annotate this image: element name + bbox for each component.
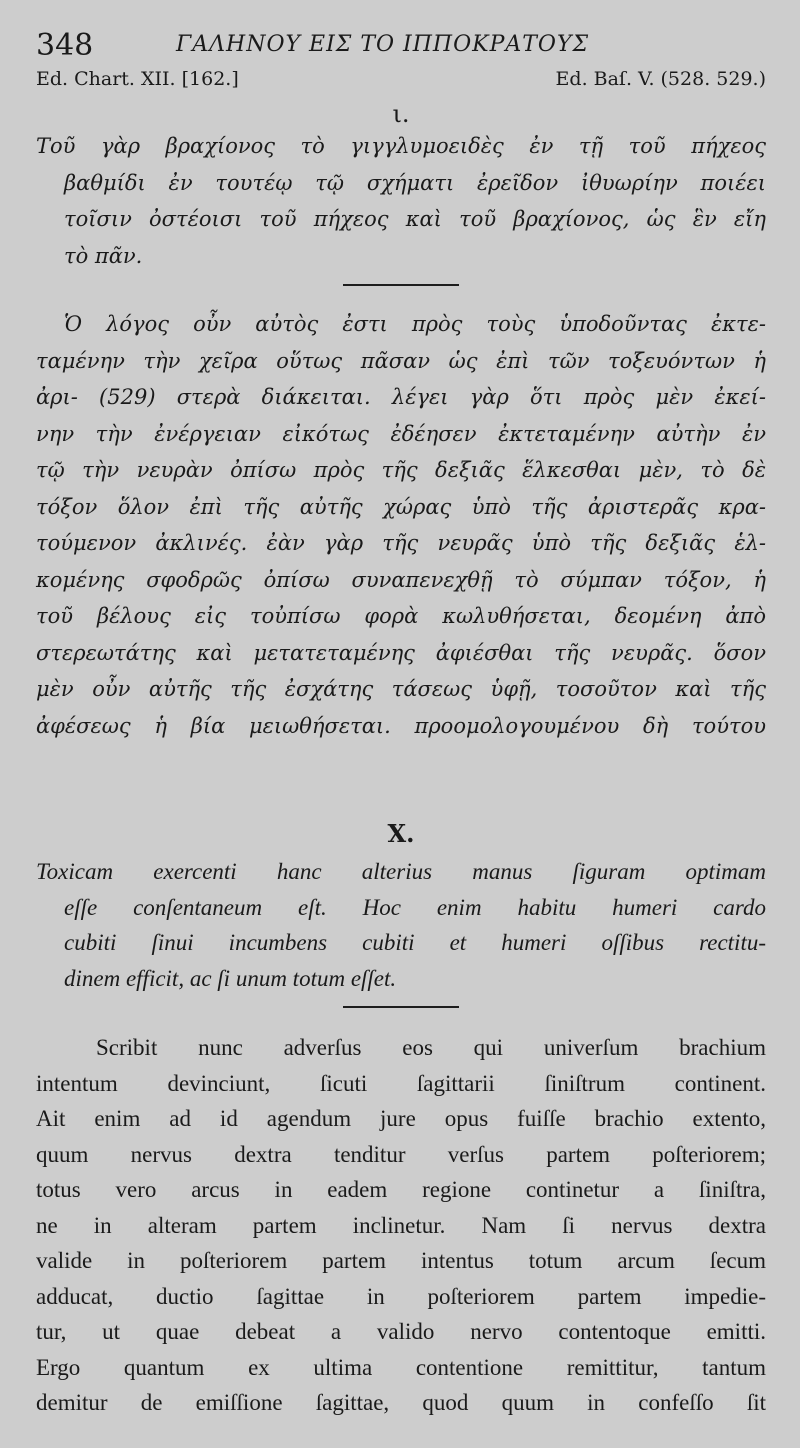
greek-lemma (36, 128, 766, 274)
latin-lemma-line: Toxicam exercenti hanc alterius manus ſiguram optimam (36, 859, 766, 884)
page-number: 348 (36, 28, 94, 63)
running-title: ΓΑΛΗΝΟΥ ΕΙΣ ΤΟ ΙΠΠΟΚΡΑΤΟΥΣ (176, 32, 590, 57)
greek-commentary-line: τόξον ὅλον ἐπὶ τῆς αὐτῆς χώρας ὑπὸ τῆς ἀριστερᾶς κρα- (36, 494, 766, 519)
latin-commentary-line: intentum devinciunt, ſicuti ſagittarii ſiniſtrum continent. (36, 1070, 766, 1096)
latin-lemma (36, 854, 766, 996)
greek-lemma-line: Τοῦ γὰρ βραχίονος τὸ γιγγλυμοειδὲς ἐν τῇ τοῦ πήχεος (36, 134, 766, 158)
latin-commentary-line: ne in alteram partem inclinetur. Nam ſi nervus dextra (36, 1212, 766, 1238)
latin-lemma-line: dinem efficit, ac ſi unum totum eſſet. (64, 965, 397, 991)
latin-commentary-line: totus vero arcus in eadem regione continetur a ſiniſtra, (36, 1177, 766, 1202)
latin-commentary-line: Ait enim ad id agendum jure opus fuiſſe brachio extento, (36, 1106, 766, 1131)
latin-lemma-line: eſſe conſentaneum eſt. Hoc enim habitu humeri cardo (64, 894, 766, 920)
greek-commentary-line: στερεωτάτης καὶ μετατεταμένης ἀφιέσθαι τῆς νευρᾶς. ὅσον (36, 640, 766, 665)
section-divider (343, 1006, 459, 1008)
section-divider (343, 284, 459, 286)
greek-lemma-line: τοῖσιν ὀστέοισι τοῦ πήχεος καὶ τοῦ βραχίονος, ὡς ἓν εἴη (64, 207, 766, 231)
greek-commentary-line: τῷ τὴν νευρὰν ὀπίσω πρὸς τῆς δεξιᾶς ἕλκεσθαι μὲν, τὸ δὲ (36, 458, 766, 482)
greek-commentary-line: τοῦ βέλους εἰς τοὐπίσω φορὰ κωλυθήσεται, δεομένη ἀπὸ (36, 604, 766, 628)
greek-commentary-line: μὲν οὖν αὐτῆς τῆς ἐσχάτης τάσεως ὑφῇ, τοσοῦτον καὶ τῆς (36, 677, 766, 701)
greek-commentary-line: ταμένην τὴν χεῖρα οὕτως πᾶσαν ὡς ἐπὶ τῶν τοξευόντων ἡ (36, 348, 766, 373)
greek-commentary-line: Ὁ λόγος οὖν αὐτὸς ἐστι πρὸς τοὺς ὑποδοῦντας ἐκτε- (64, 312, 766, 336)
edition-references (36, 68, 766, 100)
latin-commentary-line: adducat, ductio ſagittae in poſteriorem partem impedie- (36, 1283, 766, 1309)
greek-lemma-line: βαθμίδι ἐν τουτέῳ τῷ σχήματι ἐρεῖδον ἰθυωρίην ποιέει (64, 170, 766, 195)
greek-section-number: ι. (392, 100, 410, 128)
greek-commentary-line: κομένης σφοδρῶς ὀπίσω συναπενεχθῇ τὸ σύμπαν τόξον, ἡ (36, 567, 766, 592)
latin-commentary-line: Scribit nunc adverſus eos qui univerſum brachium (96, 1035, 766, 1060)
latin-commentary-line: valide in poſteriorem partem intentus totum arcum ſecum (36, 1248, 766, 1273)
page-header (36, 28, 766, 68)
latin-commentary (36, 1030, 766, 1421)
greek-commentary-line: νην τὴν ἐνέργειαν εἰκότως ἐδέησεν ἐκτεταμένην αὐτὴν ἐν (36, 421, 766, 446)
greek-commentary-line: ἀρι- (529) στερὰ διάκειται. λέγει γὰρ ὅτι πρὸς μὲν ἐκεί- (36, 385, 766, 409)
latin-commentary-line: Ergo quantum ex ultima contentione remittitur, tantum (36, 1354, 766, 1380)
latin-commentary-line: demitur de emiſſione ſagittae, quod quum in confeſſo ſit (36, 1390, 766, 1415)
latin-commentary-line: tur, ut quae debeat a valido nervo contentoque emitti. (36, 1319, 766, 1344)
latin-lemma-line: cubiti ſinui incumbens cubiti et humeri oſſibus rectitu- (64, 930, 766, 955)
greek-commentary-line: τούμενον ἀκλινές. ἐὰν γὰρ τῆς νευρᾶς ὑπὸ τῆς δεξιᾶς ἑλ- (36, 531, 766, 555)
edition-left: Ed. Chart. XII. [162.] (36, 68, 239, 90)
latin-commentary-line: quum nervus dextra tenditur verſus partem poſteriorem; (36, 1141, 766, 1167)
latin-section-number: X. (387, 819, 415, 848)
greek-lemma-line: τὸ πᾶν. (64, 243, 143, 268)
greek-commentary (36, 306, 766, 744)
greek-commentary-line: ἀφέσεως ἡ βία μειωθήσεται. προομολογουμένου δὴ τούτου (36, 713, 766, 738)
edition-right: Ed. Baſ. V. (528. 529.) (555, 68, 766, 90)
